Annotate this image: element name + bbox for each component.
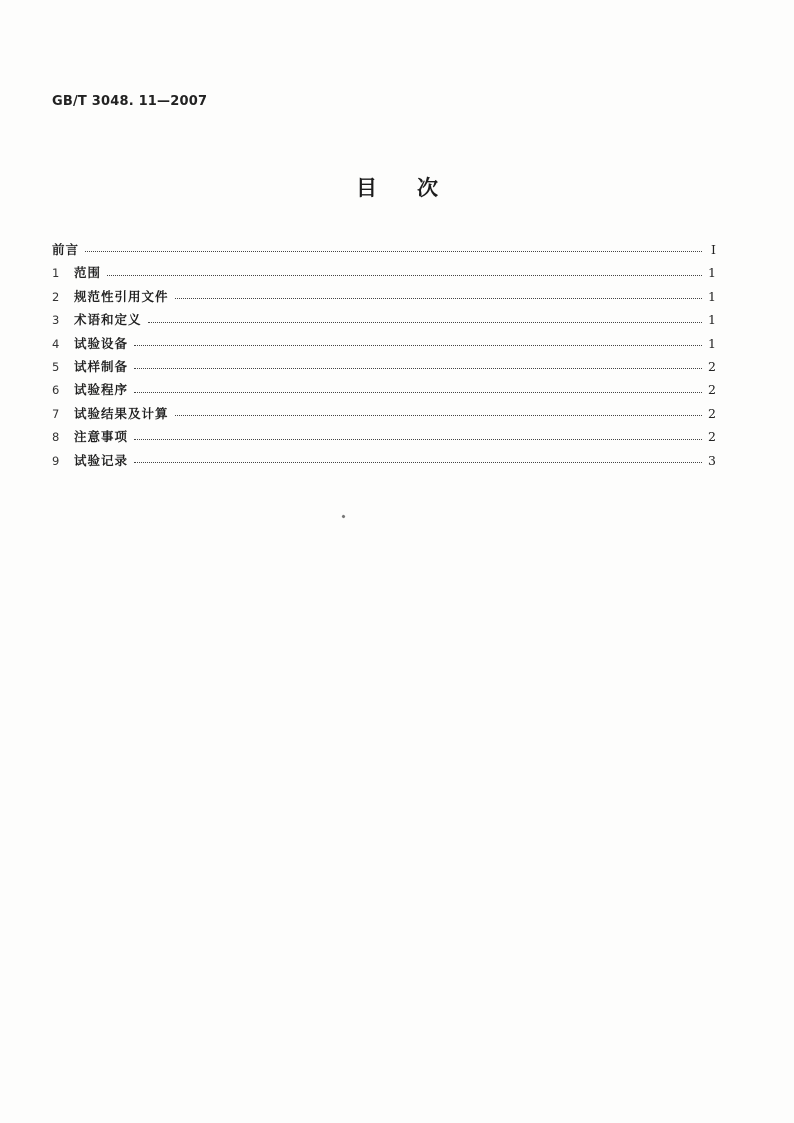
toc-entry[interactable] <box>52 308 716 331</box>
toc-entry[interactable] <box>52 261 716 284</box>
toc-dot-leader <box>134 462 702 463</box>
toc-entry[interactable] <box>52 238 716 261</box>
toc-entry-label: 范围 <box>74 265 102 281</box>
toc-dot-leader <box>175 298 702 299</box>
toc-entry-number: 7 <box>52 406 60 421</box>
toc-entry-label: 前言 <box>52 242 80 257</box>
toc-dot-leader <box>134 368 702 369</box>
toc-entry-label: 规范性引用文件 <box>74 288 169 304</box>
toc-entry-page-number: I <box>711 242 716 257</box>
toc-entry-label: 试样制备 <box>74 358 129 374</box>
toc-list <box>52 238 716 472</box>
toc-entry[interactable] <box>52 402 716 425</box>
toc-dot-leader <box>134 439 702 440</box>
toc-entry[interactable] <box>52 285 716 308</box>
toc-entry-label: 试验设备 <box>74 335 129 351</box>
toc-entry-number: 9 <box>52 453 60 468</box>
toc-dot-leader <box>134 392 702 393</box>
toc-entry-page-number: 2 <box>708 358 716 374</box>
toc-dot-leader <box>175 415 702 416</box>
toc-dot-leader <box>85 251 702 252</box>
toc-entry-number: 1 <box>52 266 60 281</box>
toc-entry-number: 6 <box>52 383 60 398</box>
toc-dot-leader <box>148 322 702 323</box>
toc-entry[interactable] <box>52 332 716 355</box>
toc-entry-page-number: 2 <box>708 405 716 421</box>
toc-entry-number: 5 <box>52 359 60 374</box>
toc-entry-page-number: 1 <box>708 335 716 351</box>
toc-entry-page-number: 1 <box>708 265 716 281</box>
toc-entry-number: 4 <box>52 336 60 351</box>
toc-entry-page-number: 1 <box>708 312 716 328</box>
toc-entry-page-number: 1 <box>708 288 716 304</box>
toc-entry-label: 试验程序 <box>74 382 129 398</box>
toc-entry[interactable] <box>52 449 716 472</box>
toc-title: 目次 <box>356 176 478 200</box>
toc-entry-number: 3 <box>52 313 60 328</box>
toc-entry-number: 8 <box>52 430 60 445</box>
toc-entry[interactable] <box>52 378 716 401</box>
toc-entry-label: 注意事项 <box>74 429 129 445</box>
toc-entry-label: 术语和定义 <box>74 312 142 328</box>
toc-entry-label: 试验记录 <box>74 452 129 468</box>
toc-entry-label: 试验结果及计算 <box>74 405 169 421</box>
toc-dot-leader <box>134 345 702 346</box>
toc-entry-page-number: 2 <box>708 382 716 398</box>
document-code: GB/T 3048. 11—2007 <box>52 94 208 109</box>
scan-speck <box>341 514 345 518</box>
toc-entry[interactable] <box>52 355 716 378</box>
toc-entry[interactable] <box>52 425 716 448</box>
toc-entry-page-number: 3 <box>708 452 716 468</box>
toc-entry-number: 2 <box>52 289 60 304</box>
toc-dot-leader <box>107 275 702 276</box>
toc-entry-page-number: 2 <box>708 429 716 445</box>
